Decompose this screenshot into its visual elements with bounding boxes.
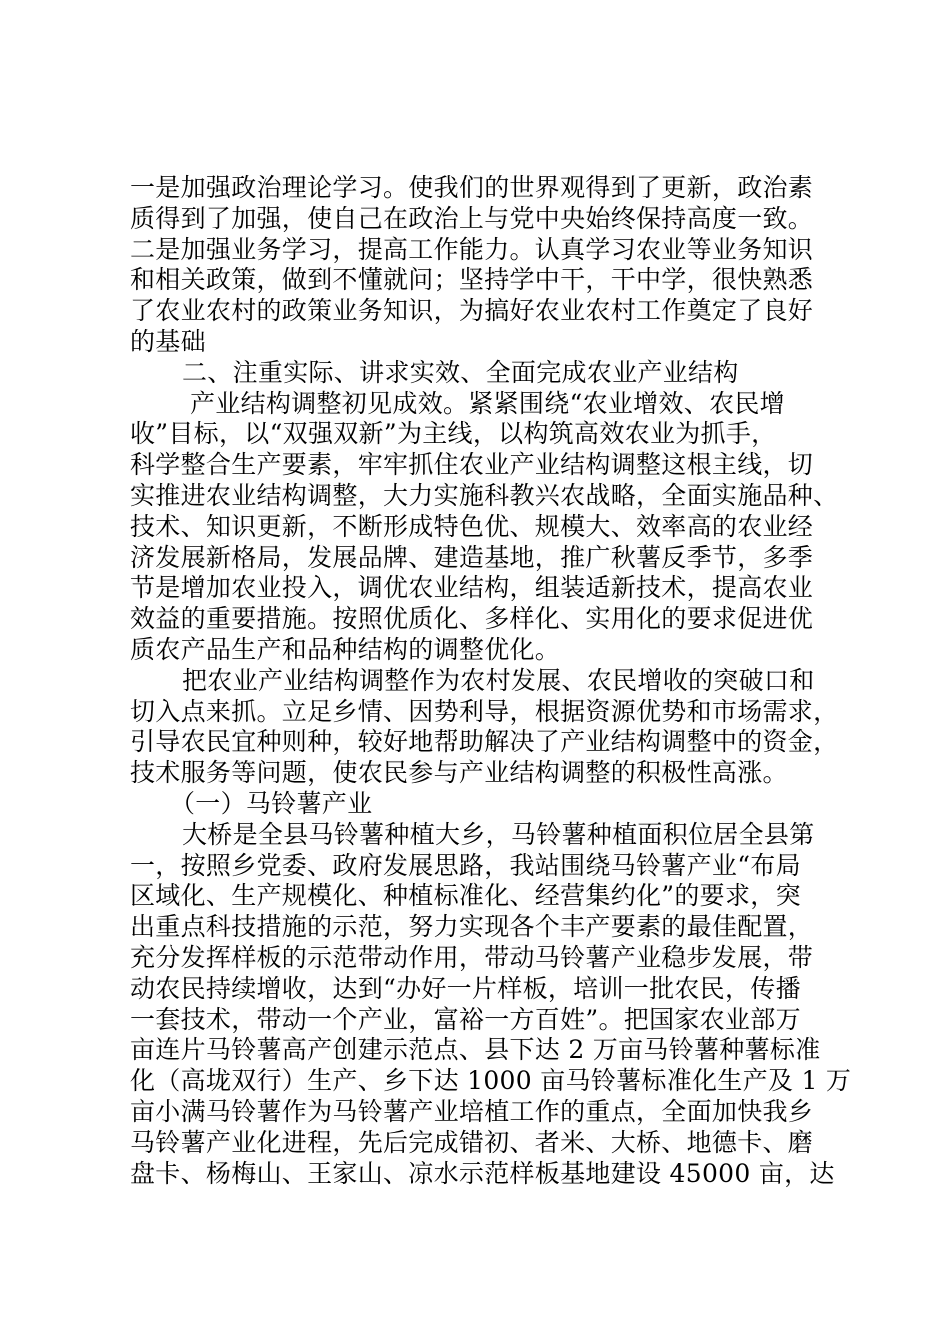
body-line: 质得到了加强，使自己在政治上与党中央始终保持高度一致。 [130, 203, 814, 233]
body-line: 区域化、生产规模化、种植标准化、经营集约化”的要求，突 [130, 881, 801, 911]
document-body [130, 173, 852, 1189]
body-line: 引导农民宜种则种，较好地帮助解决了产业结构调整中的资金， [130, 727, 839, 757]
body-line: 了农业农村的政策业务知识，为搞好农业农村工作奠定了良好 [130, 296, 814, 326]
body-line: 切入点来抓。立足乡情、因势利导，根据资源优势和市场需求， [130, 696, 839, 726]
paragraph-start-line: 大桥是全县马铃薯种植大乡，马铃薯种植面积位居全县第 [182, 819, 815, 849]
body-line: 收”目标，以“双强双新”为主线，以构筑高效农业为抓手， [130, 419, 777, 449]
body-line: 化（高垅双行）生产、乡下达 1000 亩马铃薯标准化生产及 1 万 [130, 1066, 852, 1096]
body-line: 的基础 [130, 326, 206, 356]
body-line: 节是增加农业投入，调优农业结构，组装适新技术，提高农业 [130, 573, 814, 603]
body-line: 技术、知识更新，不断形成特色优、规模大、效率高的农业经 [130, 511, 814, 541]
body-line: 济发展新格局，发展品牌、建造基地，推广秋薯反季节，多季 [130, 542, 814, 572]
body-line: 一，按照乡党委、政府发展思路，我站围绕马铃薯产业“布局 [130, 850, 801, 880]
body-line: 技术服务等问题，使农民参与产业结构调整的积极性高涨。 [130, 758, 788, 788]
section-heading: 二、注重实际、讲求实效、全面完成农业产业结构 [182, 357, 739, 387]
body-line: 亩连片马铃薯高产创建示范点、县下达 2 万亩马铃薯种薯标准 [130, 1035, 821, 1065]
body-line: 科学整合生产要素，牢牢抓住农业产业结构调整这根主线，切 [130, 450, 814, 480]
subsection-heading: （一）马铃薯产业 [170, 788, 373, 818]
body-line: 二是加强业务学习，提高工作能力。认真学习农业等业务知识 [130, 234, 814, 264]
body-line: 一是加强政治理论学习。使我们的世界观得到了更新，政治素 [130, 173, 814, 202]
body-line: 出重点科技措施的示范，努力实现各个丰产要素的最佳配置， [130, 912, 814, 942]
body-line: 和相关政策，做到不懂就问；坚持学中干，干中学，很快熟悉 [130, 265, 814, 295]
body-line: 实推进农业结构调整，大力实施科教兴农战略，全面实施品种、 [130, 480, 839, 510]
paragraph-start-line: 把农业产业结构调整作为农村发展、农民增收的突破口和 [182, 665, 815, 695]
body-line: 一套技术，带动一个产业，富裕一方百姓”。把国家农业部万 [130, 1004, 801, 1034]
body-line: 马铃薯产业化进程，先后完成错初、者米、大桥、地德卡、磨 [130, 1127, 814, 1157]
body-line: 盘卡、杨梅山、王家山、凉水示范样板基地建设 45000 亩，达 [130, 1158, 835, 1188]
body-line: 亩小满马铃薯作为马铃薯产业培植工作的重点，全面加快我乡 [130, 1096, 814, 1126]
paragraph-start-line: 产业结构调整初见成效。紧紧围绕“农业增效、农民增 [190, 388, 785, 418]
body-line: 充分发挥样板的示范带动作用，带动马铃薯产业稳步发展，带 [130, 942, 814, 972]
body-line: 效益的重要措施。按照优质化、多样化、实用化的要求促进优 [130, 604, 814, 634]
body-line: 动农民持续增收，达到“办好一片样板，培训一批农民，传播 [130, 973, 801, 1003]
body-line: 质农产品生产和品种结构的调整优化。 [130, 634, 561, 664]
